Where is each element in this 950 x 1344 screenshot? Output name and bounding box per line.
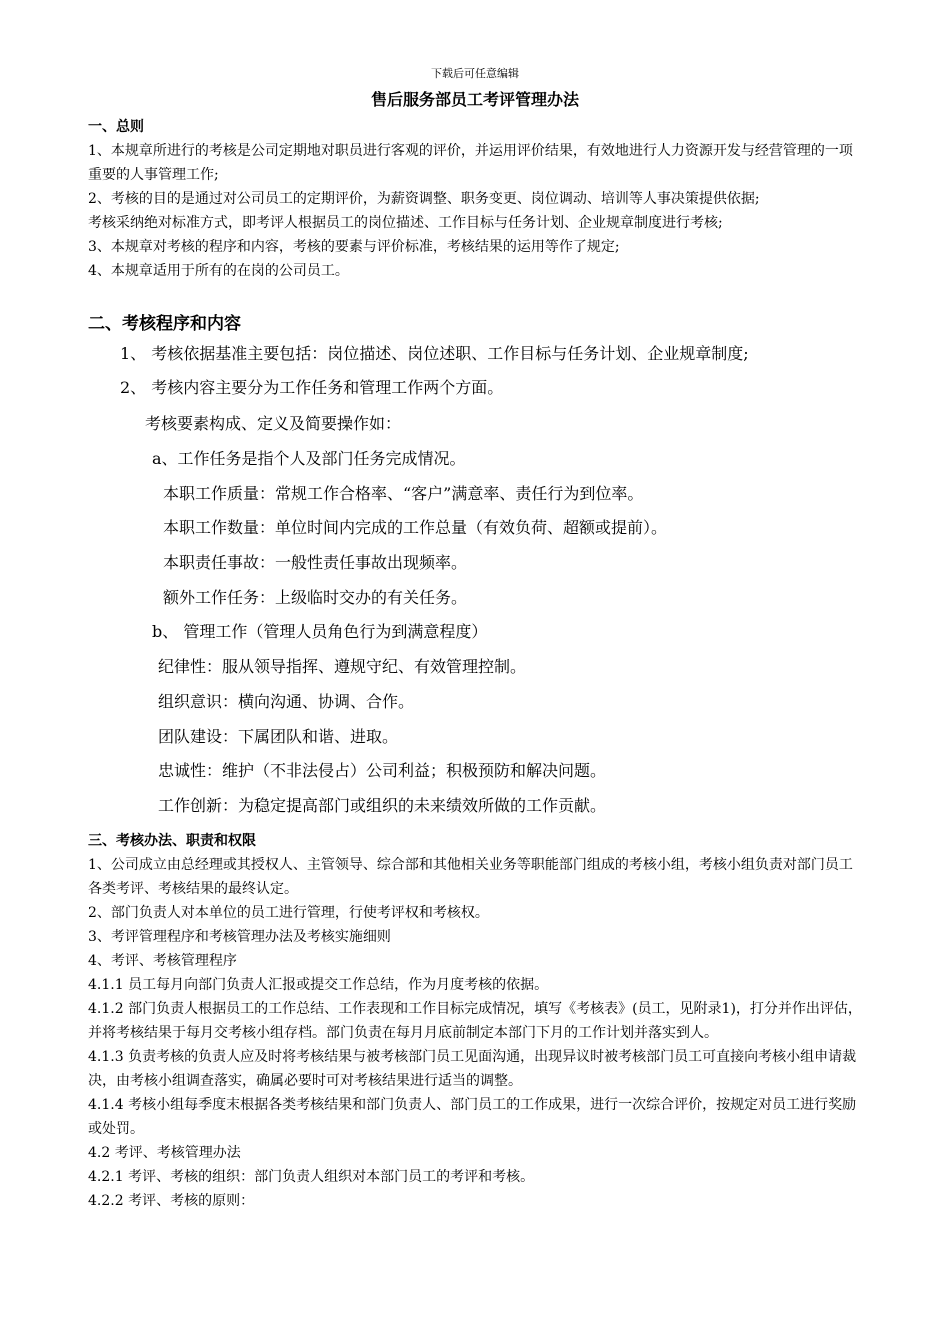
paragraph: 3、考评管理程序和考核管理办法及考核实施细则 (88, 929, 391, 945)
paragraph: 4.1.3 负责考核的负责人应及时将考核结果与被考核部门员工见面沟通，出现异议时被考核部门员工可直接向考核小组申请裁决，由考核小组调查落实，确属必要时可对考核结果进行适当的调整。 (88, 1049, 857, 1089)
section-methods (88, 829, 866, 1213)
page-title: 售后服务部员工考评管理办法 (370, 90, 579, 109)
list-item: 组织意识：横向沟通、协调、合作。 (158, 692, 415, 711)
paragraph: 4.2 考评、考核管理办法 (88, 1145, 241, 1161)
list-item: 忠诚性：维护（不非法侵占）公司利益；积极预防和解决问题。 (158, 761, 607, 780)
paragraph: 4.1.1 员工每月向部门负责人汇报或提交工作总结，作为月度考核的依据。 (88, 977, 549, 993)
list-item: a、工作任务是指个人及部门任务完成情况。 (152, 449, 466, 468)
paragraph: 1、公司成立由总经理或其授权人、主管领导、综合部和其他相关业务等职能部门组成的考核小组，考核小组负责对部门员工各类考评、考核结果的最终认定。 (88, 857, 853, 897)
list-item: 本职工作数量：单位时间内完成的工作总量（有效负荷、超额或提前）。 (163, 518, 668, 537)
section-heading: 三、考核办法、职责和权限 (88, 833, 256, 849)
paragraph: 4、本规章适用于所有的在岗的公司员工。 (88, 263, 349, 279)
paragraph: 3、本规章对考核的程序和内容，考核的要素与评价标准，考核结果的运用等作了规定; (88, 239, 620, 255)
paragraph: 2、部门负责人对本单位的员工进行管理，行使考评权和考核权。 (88, 905, 489, 921)
header-note: 下载后可任意编辑 (431, 67, 519, 80)
list-item: b、 管理工作（管理人员角色行为到满意程度） (152, 622, 488, 641)
list-item: 本职责任事故：一般性责任事故出现频率。 (163, 553, 468, 572)
section-heading: 一、总则 (88, 119, 144, 135)
list-item: 考核要素构成、定义及简要操作如： (145, 414, 402, 433)
list-item: 团队建设：下属团队和谐、进取。 (158, 727, 399, 746)
list-item: 纪律性：服从领导指挥、遵规守纪、有效管理控制。 (158, 657, 527, 676)
paragraph: 4.2.1 考评、考核的组织：部门负责人组织对本部门员工的考评和考核。 (88, 1169, 535, 1185)
paragraph: 2、考核的目的是通过对公司员工的定期评价，为薪资调整、职务变更、岗位调动、培训等人事决策提供依据; (88, 191, 760, 207)
list-item: 额外工作任务：上级临时交办的有关任务。 (163, 588, 468, 607)
paragraph: 4.1.4 考核小组每季度末根据各类考核结果和部门负责人、部门员工的工作成果，进行一次综合评价，按规定对员工进行奖励或处罚。 (88, 1097, 857, 1137)
list-item: 本职工作质量：常规工作合格率、“客户”满意率、责任行为到位率。 (163, 484, 644, 503)
list-item: 2、 考核内容主要分为工作任务和管理工作两个方面。 (120, 378, 504, 397)
list-item: 1、 考核依据基准主要包括：岗位描述、岗位述职、工作目标与任务计划、企业规章制度; (120, 344, 749, 363)
list-item: 工作创新：为稳定提高部门或组织的未来绩效所做的工作贡献。 (158, 796, 607, 815)
paragraph: 4.2.2 考评、考核的原则： (88, 1193, 255, 1209)
section-general (88, 115, 866, 283)
section-heading: 二、考核程序和内容 (88, 314, 241, 334)
paragraph: 考核采纳绝对标准方式，即考评人根据员工的岗位描述、工作目标与任务计划、企业规章制度进行考核; (88, 215, 723, 231)
paragraph: 4.1.2 部门负责人根据员工的工作总结、工作表现和工作目标完成情况，填写《考核表》(员工，见附录1)，打分并作出评估，并将考核结果于每月交考核小组存档。部门负责在每月月底前制定本部门下月的工作计划并落实到人。 (88, 1001, 862, 1041)
paragraph: 4、考评、考核管理程序 (88, 953, 237, 969)
paragraph: 1、本规章所进行的考核是公司定期地对职员进行客观的评价，并运用评价结果，有效地进行人力资源开发与经营管理的一项重要的人事管理工作; (88, 143, 853, 183)
